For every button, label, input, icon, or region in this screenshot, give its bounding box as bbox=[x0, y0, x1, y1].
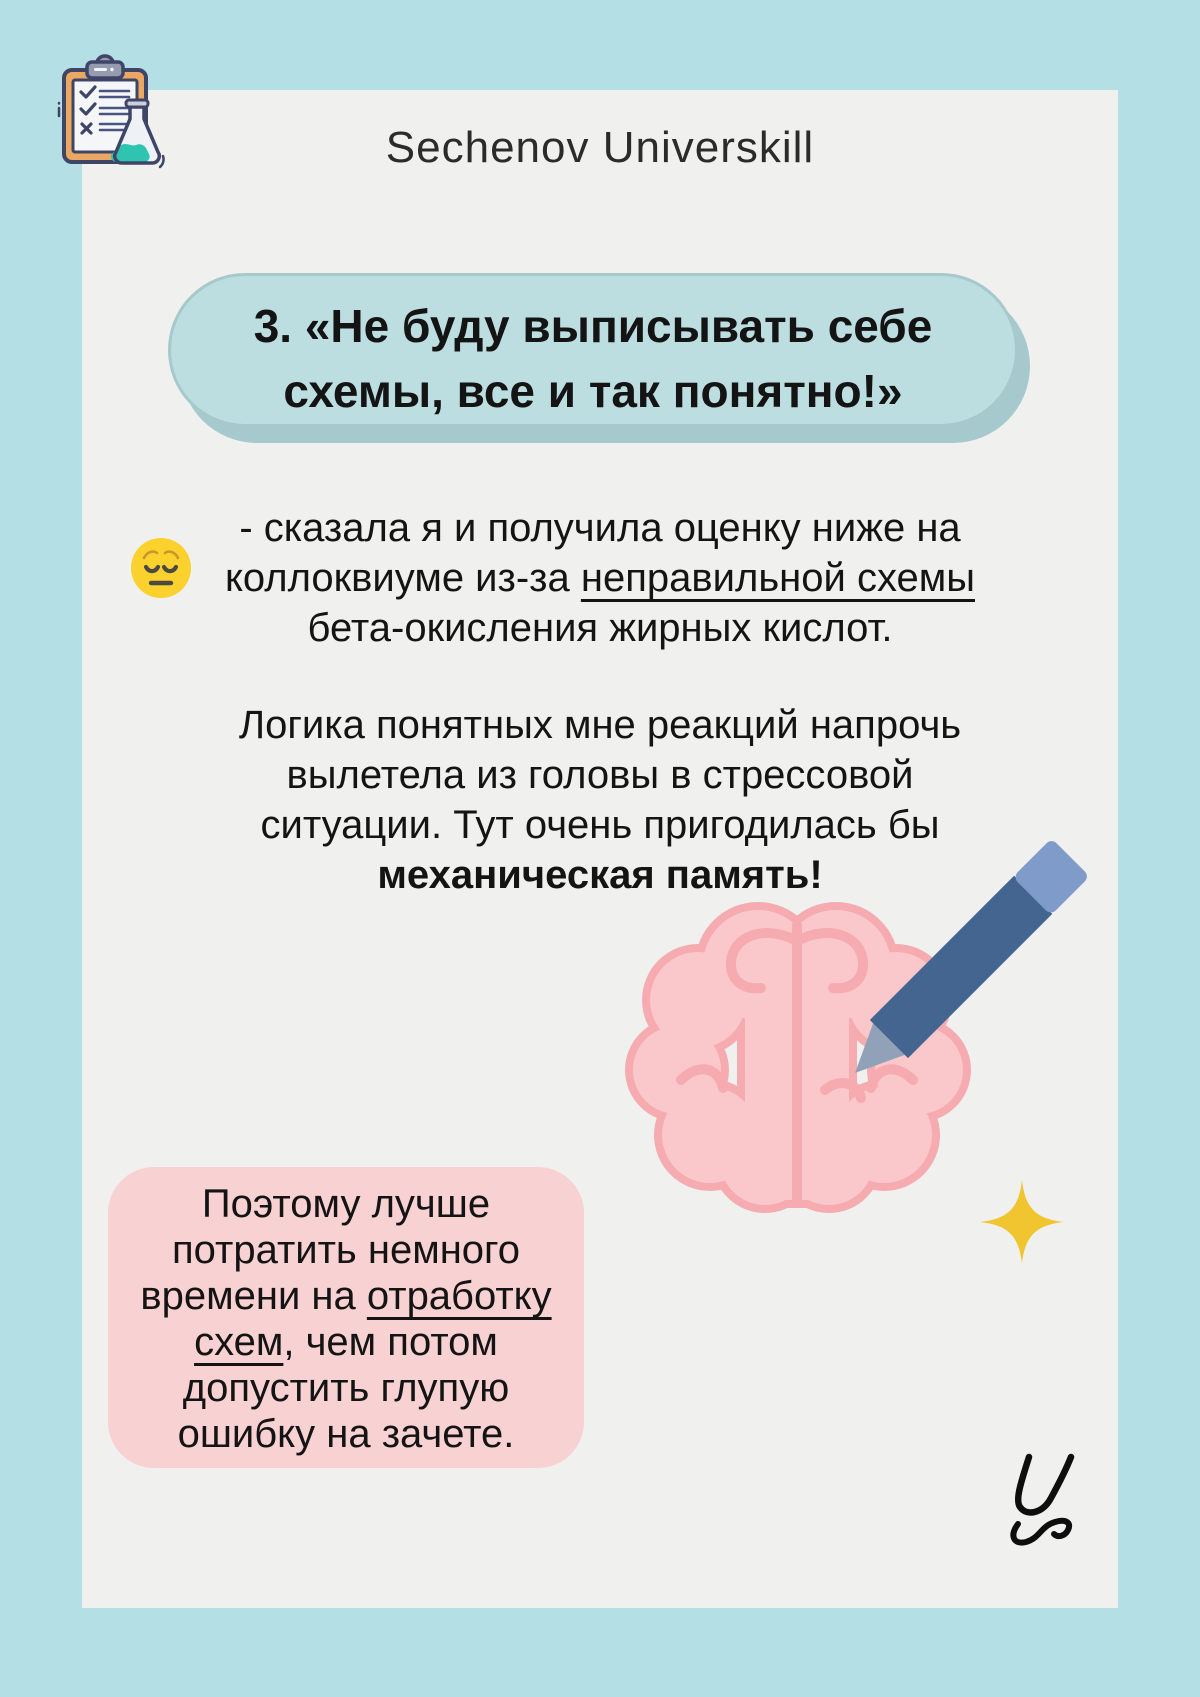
quote-line-1: 3. «Не буду выписывать себе bbox=[253, 300, 933, 352]
quote-bubble bbox=[168, 273, 1018, 427]
advice-line-3: времени на отработку bbox=[140, 1274, 552, 1318]
paragraph-1-line-3: бета-окисления жирных кислот. bbox=[307, 606, 893, 650]
paragraph-2-line-1: Логика понятных мне реакций напрочь bbox=[238, 703, 962, 747]
paragraph-1-line-2: коллоквиуме из-за неправильной схемы bbox=[224, 556, 975, 600]
advice-line-1: Поэтому лучше bbox=[201, 1182, 491, 1226]
advice-line-5: допустить глупую bbox=[182, 1366, 510, 1410]
quote-line-2: схемы, все и так понятно!» bbox=[283, 365, 903, 417]
paragraph-2-line-4-bold: механическая память! bbox=[377, 853, 823, 897]
underlined-wrong-scheme: неправильной схемы bbox=[580, 556, 975, 600]
paragraph-2-line-2: вылетела из головы в стрессовой bbox=[286, 753, 914, 797]
advice-box bbox=[108, 1167, 584, 1468]
brand-title: Sechenov Universkill bbox=[385, 123, 815, 172]
paragraph-2-line-3: ситуации. Тут очень пригодилась бы bbox=[260, 803, 940, 847]
advice-line-4: схем, чем потом bbox=[194, 1320, 498, 1364]
advice-line-2: потратить немного bbox=[171, 1228, 521, 1272]
paragraph-1-line-1: - сказала я и получила оценку ниже на bbox=[239, 506, 961, 550]
brain-and-pencil-illustration bbox=[565, 760, 1095, 1220]
underlined-schemes: схем bbox=[194, 1320, 284, 1364]
paragraph-1 bbox=[140, 503, 1060, 653]
us-signature-logo bbox=[1005, 1450, 1087, 1550]
advice-line-6: ошибку на зачете. bbox=[177, 1412, 515, 1456]
underlined-practice: отработку bbox=[366, 1274, 552, 1318]
sparkle-star-icon bbox=[976, 1176, 1068, 1268]
